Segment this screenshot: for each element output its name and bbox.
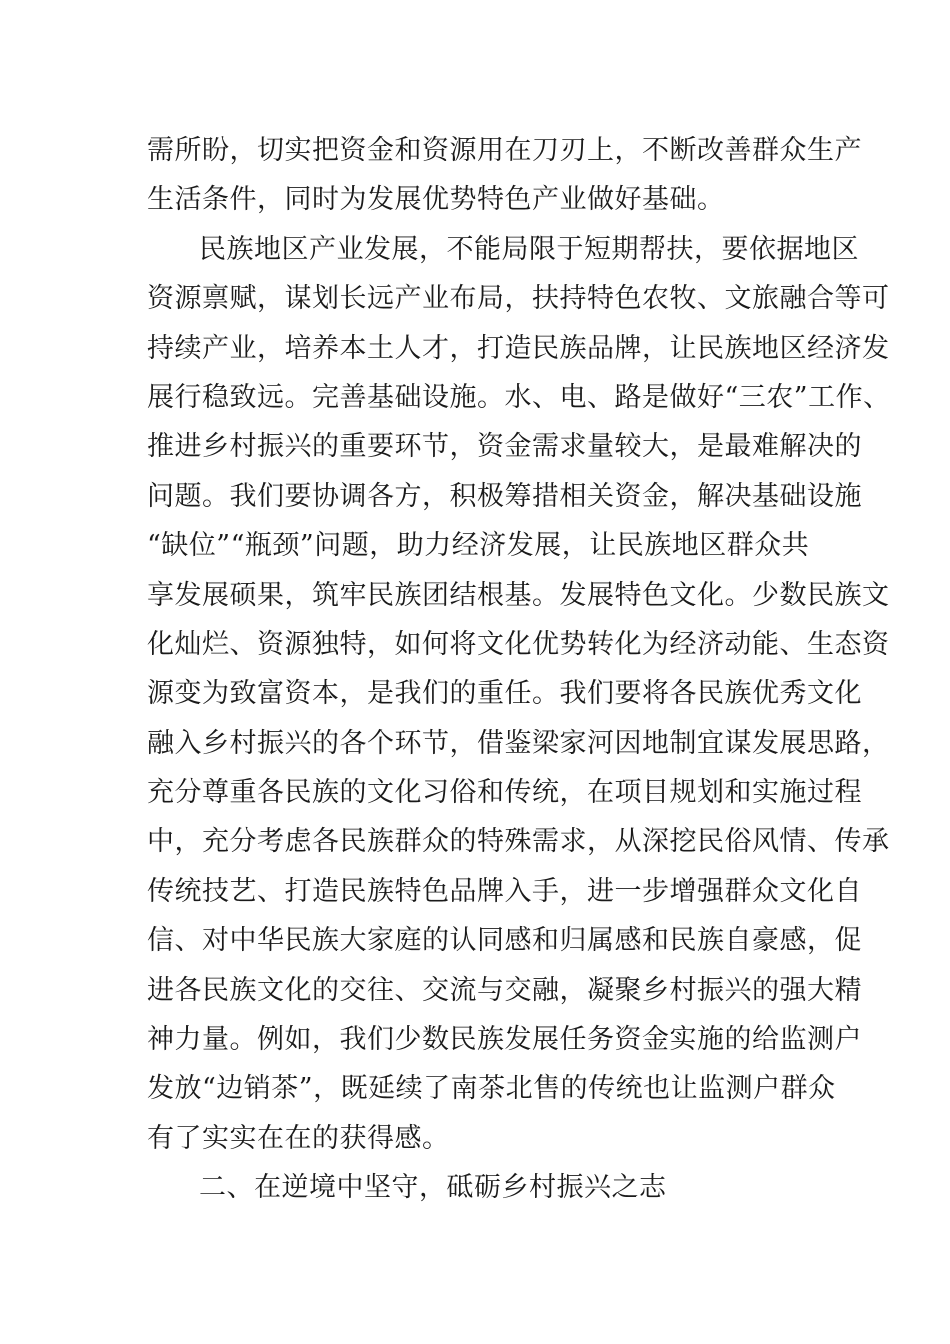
paragraph-1 [147, 126, 862, 225]
paragraph-line: 推进乡村振兴的重要环节，资金需求量较大，是最难解决的 [147, 431, 862, 463]
paragraph-line: 有了实实在在的获得感。 [147, 1122, 450, 1154]
paragraph-line: 化灿烂、资源独特，如何将文化优势转化为经济动能、生态资 [147, 628, 890, 660]
paragraph-line: 神力量。例如，我们少数民族发展任务资金实施的给监测户 [147, 1024, 862, 1056]
paragraph-line: 展行稳致远。完善基础设施。水、电、路是做好“三农”工作、 [147, 381, 891, 413]
section-heading: 二、在逆境中坚守，砥砺乡村振兴之志 [199, 1172, 667, 1204]
paragraph-line: 民族地区产业发展，不能局限于短期帮扶，要依据地区 [199, 233, 859, 265]
paragraph-line: 中，充分考虑各民族群众的特殊需求，从深挖民俗风情、传承 [147, 826, 890, 858]
paragraph-line: 源变为致富资本，是我们的重任。我们要将各民族优秀文化 [147, 678, 862, 710]
paragraph-line: 传统技艺、打造民族特色品牌入手，进一步增强群众文化自 [147, 875, 862, 907]
paragraph-line: 信、对中华民族大家庭的认同感和归属感和民族自豪感，促 [147, 925, 862, 957]
paragraph-line: “缺位”“瓶颈”问题，助力经济发展，让民族地区群众共 [147, 530, 810, 562]
paragraph-line: 需所盼，切实把资金和资源用在刀刃上，不断改善群众生产 [147, 135, 862, 166]
paragraph-line: 持续产业，培养本土人才，打造民族品牌，让民族地区经济发 [147, 332, 890, 364]
paragraph-line: 资源禀赋，谋划长远产业布局，扶持特色农牧、文旅融合等可 [147, 283, 890, 315]
paragraph-line: 问题。我们要协调各方，积极筹措相关资金，解决基础设施 [147, 480, 862, 512]
paragraph-line: 享发展硕果，筑牢民族团结根基。发展特色文化。少数民族文 [147, 579, 890, 611]
paragraph-line: 充分尊重各民族的文化习俗和传统，在项目规划和实施过程 [147, 777, 862, 809]
document-body [147, 126, 891, 1213]
paragraph-line: 融入乡村振兴的各个环节，借鉴梁家河因地制宜谋发展思路， [147, 727, 890, 759]
section-heading-2 [147, 1163, 807, 1212]
paragraph-line: 发放“边销茶”，既延续了南茶北售的传统也让监测户群众 [147, 1073, 836, 1105]
paragraph-line: 进各民族文化的交往、交流与交融，凝聚乡村振兴的强大精 [147, 974, 862, 1006]
paragraph-line: 生活条件，同时为发展优势特色产业做好基础。 [147, 184, 725, 216]
paragraph-2 [147, 225, 891, 1163]
